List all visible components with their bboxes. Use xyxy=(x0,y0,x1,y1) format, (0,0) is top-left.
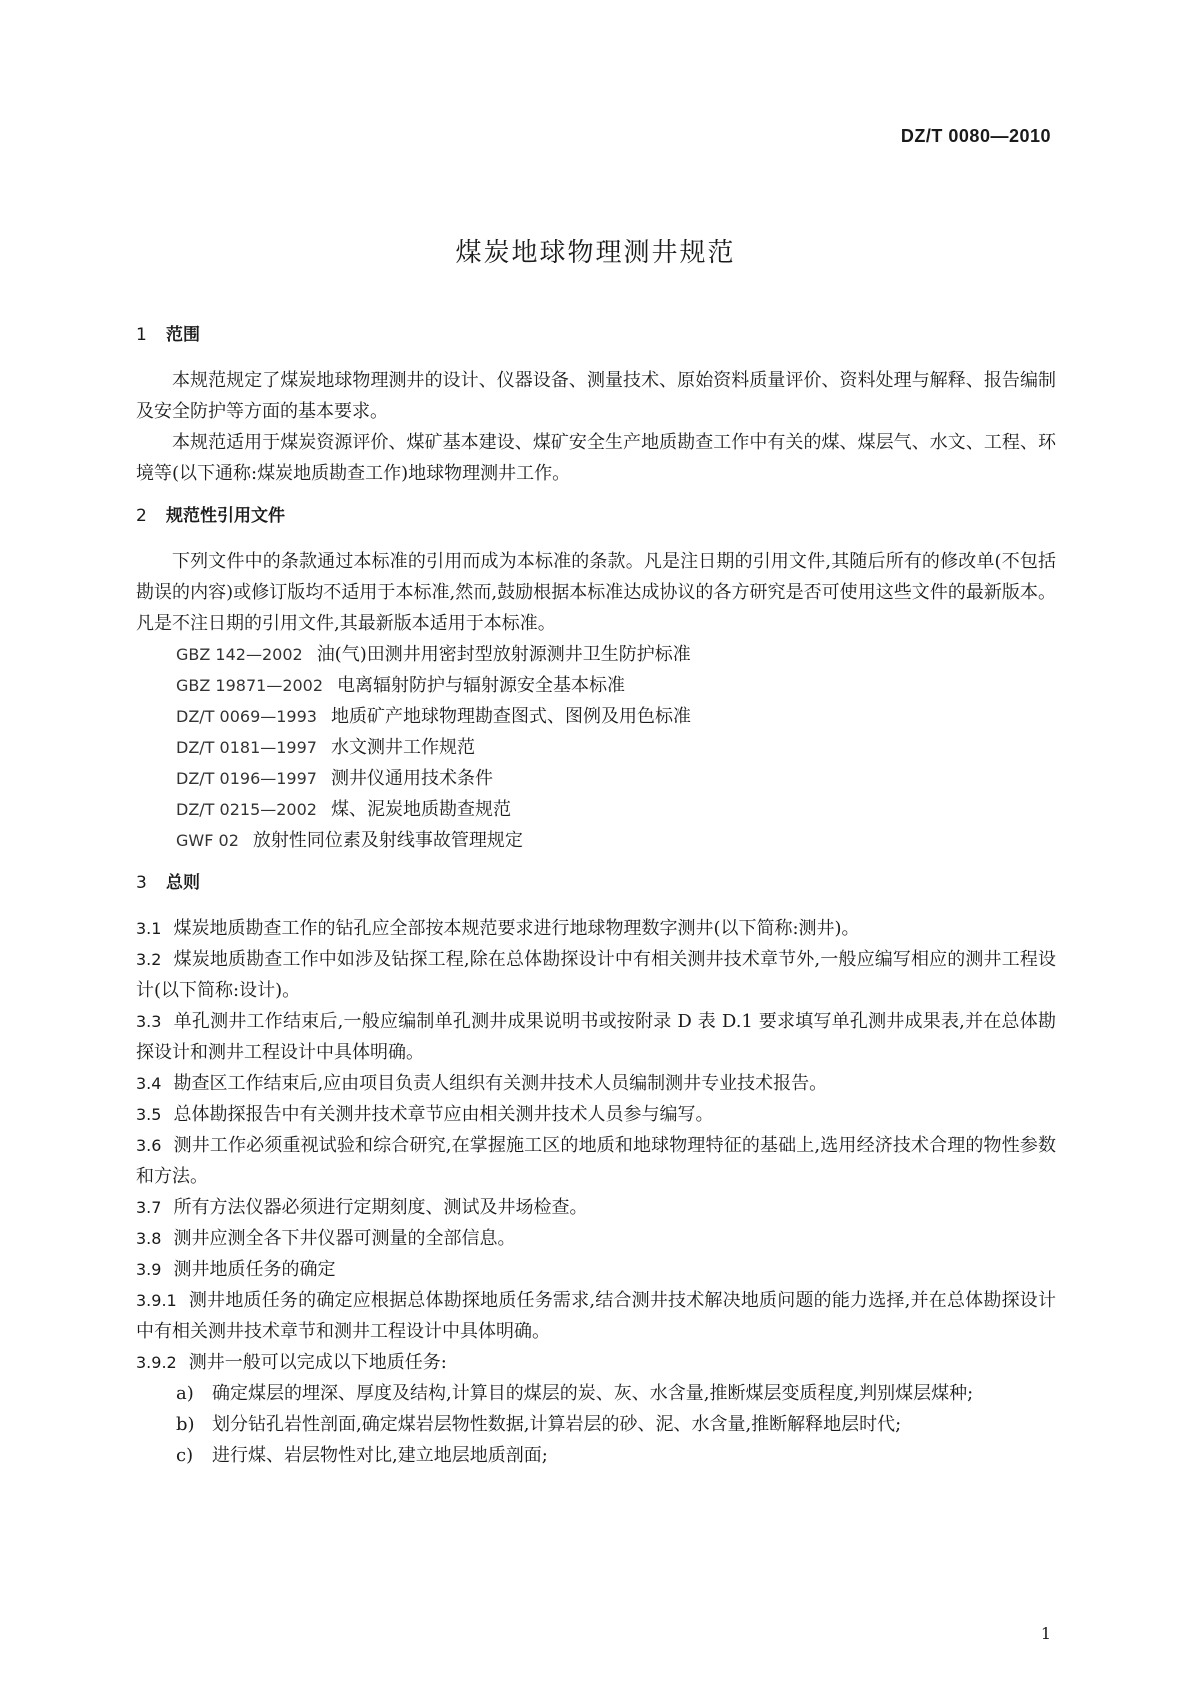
clause-text: 所有方法仪器必须进行定期刻度、测试及井场检查。 xyxy=(173,1197,588,1218)
section-title: 总则 xyxy=(166,873,200,893)
clause-number: 3.6 xyxy=(136,1136,162,1155)
clause xyxy=(136,1068,1056,1099)
clause-text: 测井地质任务的确定应根据总体勘探地质任务需求,结合测井技术解决地质问题的能力选择,并在总体勘探设计中有相关测井技术章节和测井工程设计中具体明确。 xyxy=(136,1290,1056,1342)
clause-text: 总体勘探报告中有关测井技术章节应由相关测井技术人员参与编写。 xyxy=(173,1104,714,1125)
clause xyxy=(136,1130,1056,1192)
page-number: 1 xyxy=(1040,1624,1051,1643)
list-marker: c) xyxy=(176,1445,194,1466)
section-title: 规范性引用文件 xyxy=(166,506,285,526)
clause-number: 3.9.1 xyxy=(136,1291,177,1310)
clause-number: 3.5 xyxy=(136,1105,162,1124)
clause-text: 煤炭地质勘查工作中如涉及钻探工程,除在总体勘探设计中有相关测井技术章节外,一般应编写相应的测井工程设计(以下简称:设计)。 xyxy=(136,949,1056,1001)
document-body xyxy=(136,320,1056,1483)
reference-item xyxy=(136,825,1056,856)
paragraph: 本规范适用于煤炭资源评价、煤矿基本建设、煤矿安全生产地质勘查工作中有关的煤、煤层气、水文、工程、环境等(以下通称:煤炭地质勘查工作)地球物理测井工作。 xyxy=(136,432,1056,484)
reference-item xyxy=(136,701,1056,732)
reference-title: 煤、泥炭地质勘查规范 xyxy=(330,799,511,820)
reference-title: 电离辐射防护与辐射源安全基本标准 xyxy=(337,675,626,696)
clause xyxy=(136,1223,1056,1254)
list-marker: a) xyxy=(176,1383,194,1404)
clause-number: 3.9.2 xyxy=(136,1353,177,1372)
clause xyxy=(136,1099,1056,1130)
clause-text: 测井一般可以完成以下地质任务: xyxy=(188,1352,447,1373)
paragraph: 下列文件中的条款通过本标准的引用而成为本标准的条款。凡是注日期的引用文件,其随后所有的修改单(不包括勘误的内容)或修订版均不适用于本标准,然而,鼓励根据本标准达成协议的各方研究是否可使用这些文件的最新版本。凡是不注日期的引用文件,其最新版本适用于本标准。 xyxy=(136,551,1056,634)
list-item-text: 确定煤层的埋深、厚度及结构,计算目的煤层的炭、灰、水含量,推断煤层变质程度,判别煤层煤种; xyxy=(212,1383,974,1404)
section-heading xyxy=(136,868,1056,899)
reference-code: DZ/T 0069—1993 xyxy=(176,707,317,726)
reference-code: DZ/T 0215—2002 xyxy=(176,800,317,819)
reference-item xyxy=(136,639,1056,670)
reference-code: GBZ 142—2002 xyxy=(176,645,303,664)
reference-title: 测井仪通用技术条件 xyxy=(330,768,493,789)
clause-text: 勘查区工作结束后,应由项目负责人组织有关测井技术人员编制测井专业技术报告。 xyxy=(173,1073,828,1094)
list-item xyxy=(136,1409,1056,1440)
reference-item xyxy=(136,763,1056,794)
section-general xyxy=(136,868,1056,1471)
list-item xyxy=(136,1440,1056,1471)
section-normative-references xyxy=(136,501,1056,856)
clause xyxy=(136,1192,1056,1223)
list-item-text: 划分钻孔岩性剖面,确定煤岩层物性数据,计算岩层的砂、泥、水含量,推断解释地层时代; xyxy=(212,1414,902,1435)
clause-text: 单孔测井工作结束后,一般应编制单孔测井成果说明书或按附录 D 表 D.1 要求填写单孔测井成果表,并在总体勘探设计和测井工程设计中具体明确。 xyxy=(136,1011,1056,1063)
section-number: 2 xyxy=(136,506,147,526)
clause xyxy=(136,1285,1056,1347)
list-marker: b) xyxy=(176,1414,195,1435)
reference-code: GBZ 19871—2002 xyxy=(176,676,324,695)
reference-title: 水文测井工作规范 xyxy=(330,737,475,758)
reference-title: 油(气)田测井用密封型放射源测井卫生防护标准 xyxy=(316,644,691,665)
reference-item xyxy=(136,794,1056,825)
reference-item xyxy=(136,732,1056,763)
clause xyxy=(136,944,1056,1006)
reference-list xyxy=(136,639,1056,856)
clause-number: 3.3 xyxy=(136,1012,162,1031)
reference-code: DZ/T 0196—1997 xyxy=(176,769,317,788)
clause-number: 3.4 xyxy=(136,1074,162,1093)
clause-text: 测井应测全各下井仪器可测量的全部信息。 xyxy=(173,1228,516,1249)
task-list xyxy=(136,1378,1056,1471)
clause-number: 3.8 xyxy=(136,1229,162,1248)
section-number: 3 xyxy=(136,873,147,893)
clause-text: 煤炭地质勘查工作的钻孔应全部按本规范要求进行地球物理数字测井(以下简称:测井)。 xyxy=(173,918,860,939)
clause-number: 3.7 xyxy=(136,1198,162,1217)
clause xyxy=(136,913,1056,944)
section-heading xyxy=(136,501,1056,532)
clause xyxy=(136,1347,1056,1378)
reference-item xyxy=(136,670,1056,701)
document-title: 煤炭地球物理测井规范 xyxy=(455,238,736,268)
reference-code: GWF 02 xyxy=(176,831,239,850)
reference-title: 放射性同位素及射线事故管理规定 xyxy=(252,830,523,851)
clause-number: 3.2 xyxy=(136,950,162,969)
clause xyxy=(136,1006,1056,1068)
clause-text: 测井工作必须重视试验和综合研究,在掌握施工区的地质和地球物理特征的基础上,选用经济技术合理的物性参数和方法。 xyxy=(136,1135,1056,1187)
list-item xyxy=(136,1378,1056,1409)
section-number: 1 xyxy=(136,325,147,345)
section-title: 范围 xyxy=(166,325,200,345)
reference-title: 地质矿产地球物理勘查图式、图例及用色标准 xyxy=(330,706,691,727)
section-scope xyxy=(136,320,1056,489)
clause-text: 测井地质任务的确定 xyxy=(173,1259,336,1280)
list-item-text: 进行煤、岩层物性对比,建立地层地质剖面; xyxy=(212,1445,548,1466)
clause-number: 3.9 xyxy=(136,1260,162,1279)
standard-code: DZ/T 0080—2010 xyxy=(900,126,1051,146)
clause-number: 3.1 xyxy=(136,919,162,938)
section-heading xyxy=(136,320,1056,351)
reference-code: DZ/T 0181—1997 xyxy=(176,738,317,757)
clause xyxy=(136,1254,1056,1285)
paragraph: 本规范规定了煤炭地球物理测井的设计、仪器设备、测量技术、原始资料质量评价、资料处理与解释、报告编制及安全防护等方面的基本要求。 xyxy=(136,370,1056,422)
